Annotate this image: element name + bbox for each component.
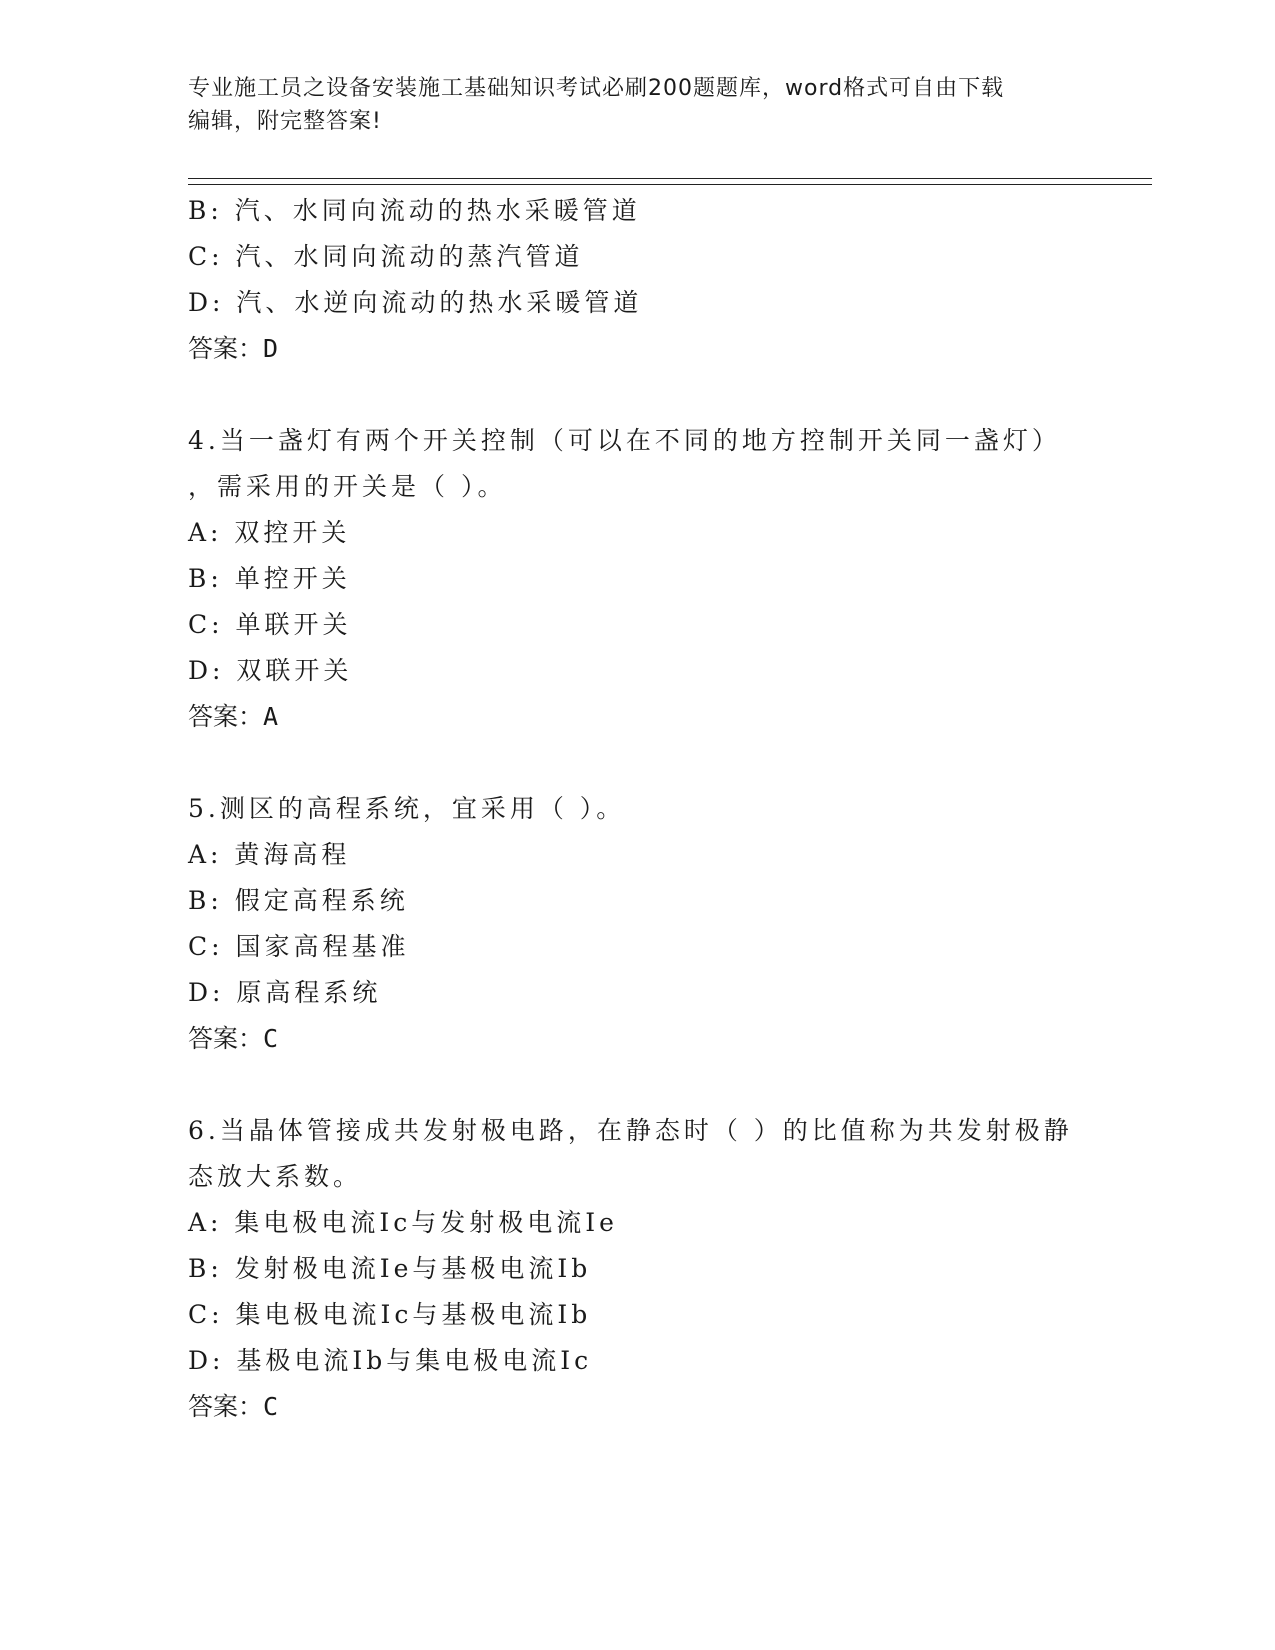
option-b: B: 发射极电流Ie与基极电流Ib	[188, 1254, 592, 1283]
header-double-rule	[188, 178, 1152, 185]
option-c: C: 集电极电流Ic与基极电流Ib	[188, 1300, 592, 1329]
continued-question	[188, 188, 1088, 372]
option-b: B: 单控开关	[188, 564, 351, 593]
option-d: D: 原高程系统	[188, 978, 382, 1007]
option-c: C: 单联开关	[188, 610, 352, 639]
question-5	[188, 786, 1088, 1062]
stem-line: 态放大系数。	[188, 1162, 363, 1191]
option-b: B: 汽、水同向流动的热水采暖管道	[188, 196, 641, 225]
answer: 答案：D	[188, 334, 279, 363]
question-stem	[188, 786, 1088, 832]
option-a: A: 集电极电流Ic与发射极电流Ie	[188, 1208, 618, 1237]
header-line-1: 专业施工员之设备安装施工基础知识考试必刷200题题库，word格式可自由下载	[188, 76, 1005, 101]
option-a: A: 黄海高程	[188, 840, 351, 869]
option-b: B: 假定高程系统	[188, 886, 409, 915]
header-line-2: 编辑，附完整答案!	[188, 109, 382, 134]
document-body	[188, 188, 1088, 1430]
stem-line: 5.测区的高程系统，宜采用（ ）。	[188, 794, 626, 823]
question-stem	[188, 1108, 1088, 1200]
answer: 答案：C	[188, 1024, 279, 1053]
option-d: D: 汽、水逆向流动的热水采暖管道	[188, 288, 643, 317]
option-a: A: 双控开关	[188, 518, 351, 547]
answer: 答案：C	[188, 1392, 279, 1421]
stem-line: 6.当晶体管接成共发射极电路，在静态时（ ）的比值称为共发射极静	[188, 1116, 1073, 1145]
question-6	[188, 1108, 1088, 1430]
stem-line: ，需采用的开关是（ ）。	[188, 472, 507, 501]
option-d: D: 双联开关	[188, 656, 353, 685]
question-4	[188, 418, 1088, 740]
stem-line: 4.当一盏灯有两个开关控制（可以在不同的地方控制开关同一盏灯）	[188, 426, 1061, 455]
option-c: C: 汽、水同向流动的蒸汽管道	[188, 242, 584, 271]
page-header	[188, 72, 1088, 138]
option-d: D: 基极电流Ib与集电极电流Ic	[188, 1346, 593, 1375]
option-c: C: 国家高程基准	[188, 932, 410, 961]
question-stem	[188, 418, 1088, 510]
answer: 答案：A	[188, 702, 279, 731]
